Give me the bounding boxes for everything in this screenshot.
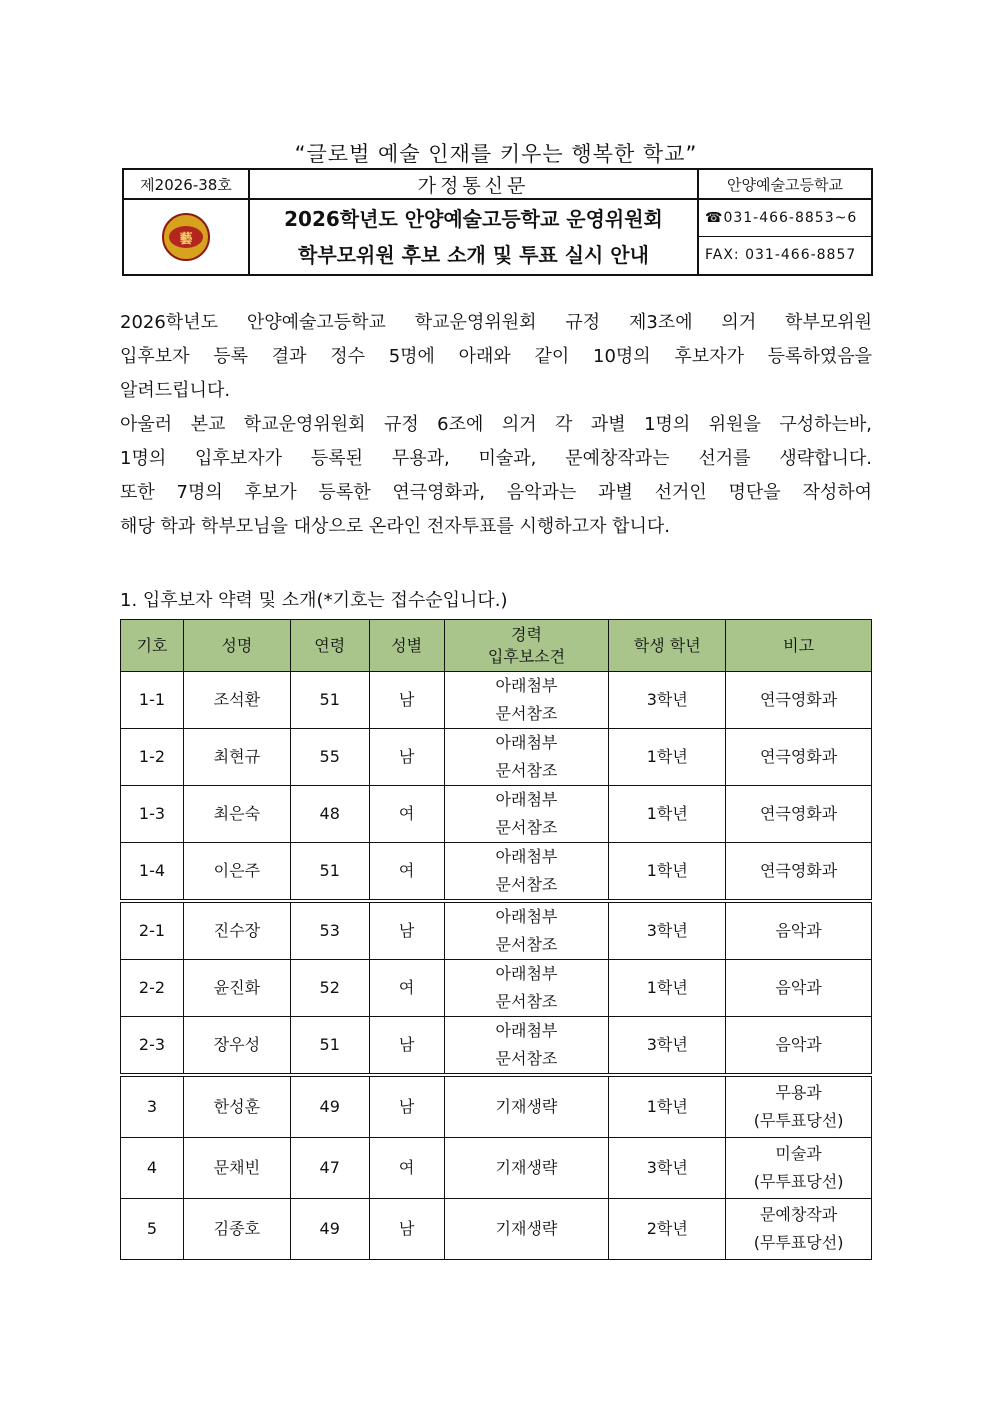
career-line2: 문서참조 <box>495 704 558 723</box>
cell-gender: 남 <box>369 1199 444 1260</box>
cell-note <box>726 1138 872 1199</box>
title-line-1: 2026학년도 안양예술고등학교 운영위원회 <box>284 207 663 231</box>
career-line1: 아래첨부 <box>495 847 558 866</box>
career-line1: 아래첨부 <box>495 1021 558 1040</box>
cell-age: 55 <box>290 729 369 786</box>
cell-number: 5 <box>121 1199 184 1260</box>
cell-number: 2-1 <box>121 901 184 960</box>
body-line: 입후보자 등록 결과 정수 5명에 아래와 같이 10명의 후보자가 등록하였음을 <box>120 346 872 367</box>
cell-gender: 남 <box>369 729 444 786</box>
header-gender: 성별 <box>369 620 444 672</box>
cell-grade: 1학년 <box>609 729 726 786</box>
cell-note: 음악과 <box>726 1017 872 1076</box>
cell-name: 최현규 <box>183 729 290 786</box>
cell-number: 1-2 <box>121 729 184 786</box>
section-title: 1. 입후보자 약력 및 소개(*기호는 접수순입니다.) <box>120 590 508 611</box>
newsletter-header <box>122 168 873 276</box>
career-line2: 문서참조 <box>495 761 558 780</box>
cell-career <box>444 901 609 960</box>
header-note: 비고 <box>726 620 872 672</box>
cell-grade: 3학년 <box>609 901 726 960</box>
body-line: 2026학년도 안양예술고등학교 학교운영위원회 규정 제3조에 의거 학부모위원 <box>120 312 872 333</box>
cell-age: 47 <box>290 1138 369 1199</box>
cell-gender: 여 <box>369 843 444 902</box>
cell-note: 음악과 <box>726 901 872 960</box>
cell-note <box>726 1199 872 1260</box>
cell-name: 문채빈 <box>183 1138 290 1199</box>
cell-name: 조석환 <box>183 672 290 729</box>
table-row <box>121 901 872 960</box>
cell-number: 1-3 <box>121 786 184 843</box>
cell-note <box>726 1075 872 1138</box>
header-number: 기호 <box>121 620 184 672</box>
cell-age: 52 <box>290 960 369 1017</box>
body-line: 또한 7명의 후보가 등록한 연극영화과, 음악과는 과별 선거인 명단을 작성하여 <box>120 482 872 503</box>
career-line1: 아래첨부 <box>495 790 558 809</box>
cell-name: 윤진화 <box>183 960 290 1017</box>
cell-name: 장우성 <box>183 1017 290 1076</box>
header-career-line1: 경력 <box>510 624 542 644</box>
cell-age: 49 <box>290 1199 369 1260</box>
cell-age: 51 <box>290 1017 369 1076</box>
logo-emblem: 藝 <box>169 226 203 248</box>
document-title <box>249 199 698 275</box>
notice-body <box>120 306 872 544</box>
cell-note: 연극영화과 <box>726 786 872 843</box>
cell-gender: 남 <box>369 1075 444 1138</box>
cell-gender: 남 <box>369 901 444 960</box>
cell-name: 한성훈 <box>183 1075 290 1138</box>
table-row <box>121 1138 872 1199</box>
cell-number: 1-4 <box>121 843 184 902</box>
cell-number: 2-3 <box>121 1017 184 1076</box>
school-logo-cell <box>123 199 249 275</box>
cell-grade: 3학년 <box>609 1138 726 1199</box>
table-row <box>121 1199 872 1260</box>
cell-name: 이은주 <box>183 843 290 902</box>
body-line: 해당 학과 학부모님을 대상으로 온라인 전자투표를 시행하고자 합니다. <box>120 516 671 537</box>
body-line: 1명의 입후보자가 등록된 무용과, 미술과, 문예창작과는 선거를 생략합니다. <box>120 448 872 469</box>
career-line2: 문서참조 <box>495 818 558 837</box>
career-line1: 아래첨부 <box>495 676 558 695</box>
note-line2: (무투표당선) <box>753 1172 844 1191</box>
issue-number: 제2026-38호 <box>123 169 249 199</box>
cell-age: 49 <box>290 1075 369 1138</box>
career-line1: 아래첨부 <box>495 907 558 926</box>
table-row <box>121 729 872 786</box>
cell-age: 48 <box>290 786 369 843</box>
fax-number: FAX: 031-466-8857 <box>705 247 857 263</box>
cell-age: 51 <box>290 843 369 902</box>
cell-note: 연극영화과 <box>726 729 872 786</box>
cell-name: 최은숙 <box>183 786 290 843</box>
cell-grade: 1학년 <box>609 843 726 902</box>
document-type: 가정통신문 <box>249 169 698 199</box>
note-line2: (무투표당선) <box>753 1111 844 1130</box>
cell-career: 기재생략 <box>444 1138 609 1199</box>
cell-career <box>444 729 609 786</box>
cell-gender: 남 <box>369 1017 444 1076</box>
cell-name: 진수장 <box>183 901 290 960</box>
title-line-2: 학부모위원 후보 소개 및 투표 실시 안내 <box>298 243 649 267</box>
cell-grade: 3학년 <box>609 672 726 729</box>
cell-gender: 여 <box>369 1138 444 1199</box>
cell-career <box>444 843 609 902</box>
cell-grade: 1학년 <box>609 960 726 1017</box>
contact-info <box>698 199 872 275</box>
cell-career <box>444 1017 609 1076</box>
cell-career: 기재생략 <box>444 1075 609 1138</box>
career-line2: 문서참조 <box>495 935 558 954</box>
career-line1: 아래첨부 <box>495 964 558 983</box>
table-row <box>121 960 872 1017</box>
table-row <box>121 1075 872 1138</box>
header-career-line2: 입후보소견 <box>487 646 566 666</box>
career-line2: 문서참조 <box>495 875 558 894</box>
cell-number: 2-2 <box>121 960 184 1017</box>
body-line: 아울러 본교 학교운영위원회 규정 6조에 의거 각 과별 1명의 위원을 구성하는바, <box>120 414 872 435</box>
cell-gender: 여 <box>369 786 444 843</box>
cell-career <box>444 786 609 843</box>
note-line2: (무투표당선) <box>753 1233 844 1252</box>
cell-note: 연극영화과 <box>726 672 872 729</box>
cell-gender: 남 <box>369 672 444 729</box>
table-header-row <box>121 620 872 672</box>
career-line1: 아래첨부 <box>495 733 558 752</box>
cell-name: 김종호 <box>183 1199 290 1260</box>
table-row <box>121 1017 872 1076</box>
candidate-table <box>120 619 872 1260</box>
school-slogan: “글로벌 예술 인재를 키우는 행복한 학교” <box>294 142 698 166</box>
cell-number: 1-1 <box>121 672 184 729</box>
cell-number: 3 <box>121 1075 184 1138</box>
note-line1: 무용과 <box>775 1083 822 1102</box>
body-line: 알려드립니다. <box>120 380 231 401</box>
note-line1: 문예창작과 <box>759 1205 838 1224</box>
header-name: 성명 <box>183 620 290 672</box>
phone-number: ☎031-466-8853~6 <box>699 200 871 237</box>
cell-grade: 3학년 <box>609 1017 726 1076</box>
cell-note: 음악과 <box>726 960 872 1017</box>
cell-age: 51 <box>290 672 369 729</box>
school-logo-icon <box>162 213 210 261</box>
header-career <box>444 620 609 672</box>
cell-grade: 1학년 <box>609 786 726 843</box>
cell-career <box>444 672 609 729</box>
cell-grade: 2학년 <box>609 1199 726 1260</box>
cell-career: 기재생략 <box>444 1199 609 1260</box>
table-row <box>121 786 872 843</box>
header-age: 연령 <box>290 620 369 672</box>
note-line1: 미술과 <box>775 1144 822 1163</box>
cell-age: 53 <box>290 901 369 960</box>
table-row <box>121 672 872 729</box>
cell-career <box>444 960 609 1017</box>
cell-note: 연극영화과 <box>726 843 872 902</box>
cell-number: 4 <box>121 1138 184 1199</box>
school-name: 안양예술고등학교 <box>698 169 872 199</box>
header-grade: 학생 학년 <box>609 620 726 672</box>
cell-gender: 여 <box>369 960 444 1017</box>
table-row <box>121 843 872 902</box>
career-line2: 문서참조 <box>495 992 558 1011</box>
career-line2: 문서참조 <box>495 1049 558 1068</box>
cell-grade: 1학년 <box>609 1075 726 1138</box>
